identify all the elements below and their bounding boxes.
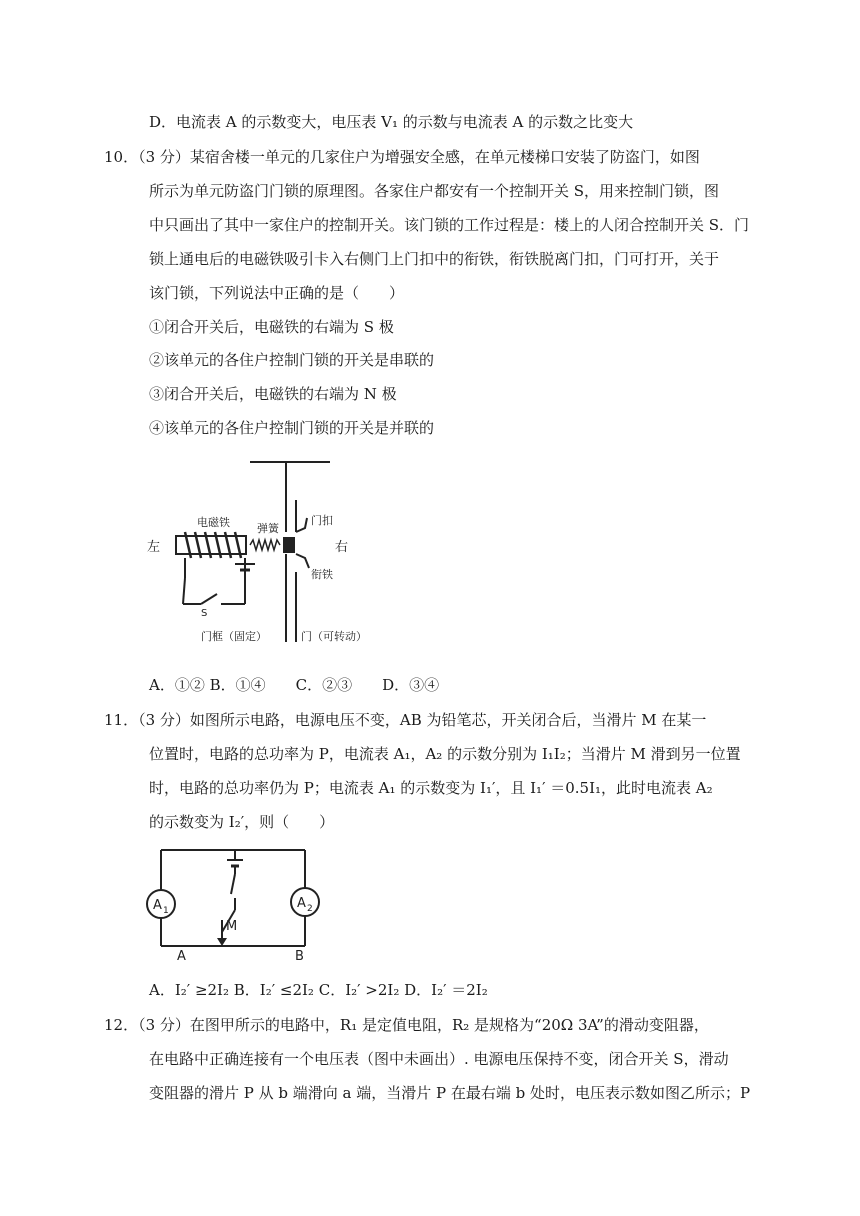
label-switch-s: S — [201, 608, 208, 619]
label-door-frame: 门框（固定） — [201, 630, 267, 643]
q11-stem-line2: 位置时，电路的总功率为 P，电流表 A₁，A₂ 的示数分别为 I₁I₂；当滑片 M 滑到另一位置 — [149, 745, 741, 763]
q10-statement-1: ①闭合开关后，电磁铁的右端为 S 极 — [149, 318, 394, 336]
slider-m-label: M — [226, 919, 238, 934]
ammeter-a2-sub: 2 — [307, 904, 313, 914]
q10-options: A．①② B．①④ C．②③ D．③④ — [149, 676, 440, 694]
q10-stem-line3: 中只画出了其中一家住户的控制开关。该门锁的工作过程是：楼上的人闭合控制开关 S．门 — [149, 216, 750, 234]
label-armature: 衔铁 — [311, 568, 333, 581]
q10-stem-line1: 10．（3 分）某宿舍楼一单元的几家住户为增强安全感，在单元楼梯口安装了防盗门，如图 — [104, 148, 700, 166]
label-left: 左 — [147, 540, 161, 555]
q11-options: A．I₂′ ≥2I₂ B．I₂′ ≤2I₂ C．I₂′ >2I₂ D．I₂′ ＝2I₂ — [149, 981, 488, 999]
q11-stem-line1: 11．（3 分）如图所示电路，电源电压不变，AB 为铅笔芯，开关闭合后，当滑片 M 在某一 — [104, 711, 707, 729]
q12-stem-line1: 12．（3 分）在图甲所示的电路中，R₁ 是定值电阻，R₂ 是规格为“20Ω 3A”的滑动变阻器， — [104, 1016, 709, 1034]
label-door: 门（可转动） — [301, 630, 367, 643]
label-latch: 门扣 — [311, 514, 333, 527]
q11-circuit-diagram — [145, 842, 335, 962]
q10-statement-2: ②该单元的各住户控制门锁的开关是串联的 — [149, 351, 435, 369]
label-spring: 弹簧 — [257, 522, 279, 535]
label-right: 右 — [335, 540, 349, 555]
point-a-label: A — [177, 949, 186, 962]
ammeter-a1-label: A — [153, 898, 162, 913]
q10-statement-4: ④该单元的各住户控制门锁的开关是并联的 — [149, 419, 435, 437]
q10-stem-line2: 所示为单元防盗门门锁的原理图。各家住户都安有一个控制开关 S，用来控制门锁，图 — [149, 182, 720, 200]
label-electromagnet: 电磁铁 — [197, 516, 230, 529]
q10-stem-line5: 该门锁，下列说法中正确的是（ ） — [149, 284, 405, 302]
q10-stem-line4: 锁上通电后的电磁铁吸引卡入右侧门上门扣中的衔铁，衔铁脱离门扣，门可打开，关于 — [149, 250, 720, 268]
point-b-label: B — [295, 949, 304, 962]
door-lock-diagram — [145, 452, 395, 652]
q10-statement-3: ③闭合开关后，电磁铁的右端为 N 极 — [149, 385, 397, 403]
q11-stem-line4: 的示数变为 I₂′，则（ ） — [149, 813, 335, 831]
q9-option-d: D．电流表 A 的示数变大，电压表 V₁ 的示数与电流表 A 的示数之比变大 — [149, 113, 634, 131]
q11-stem-line3: 时，电路的总功率仍为 P；电流表 A₁ 的示数变为 I₁′，且 I₁′ ＝0.5I₁，此时电流表 A₂ — [149, 779, 713, 797]
q12-stem-line3: 变阻器的滑片 P 从 b 端滑向 a 端，当滑片 P 在最右端 b 处时，电压表示数如图乙所示；P — [149, 1084, 751, 1102]
ammeter-a1-sub: 1 — [163, 906, 169, 916]
q12-stem-line2: 在电路中正确连接有一个电压表（图中未画出）. 电源电压保持不变，闭合开关 S，滑动 — [149, 1050, 729, 1068]
ammeter-a2-label: A — [297, 896, 306, 911]
